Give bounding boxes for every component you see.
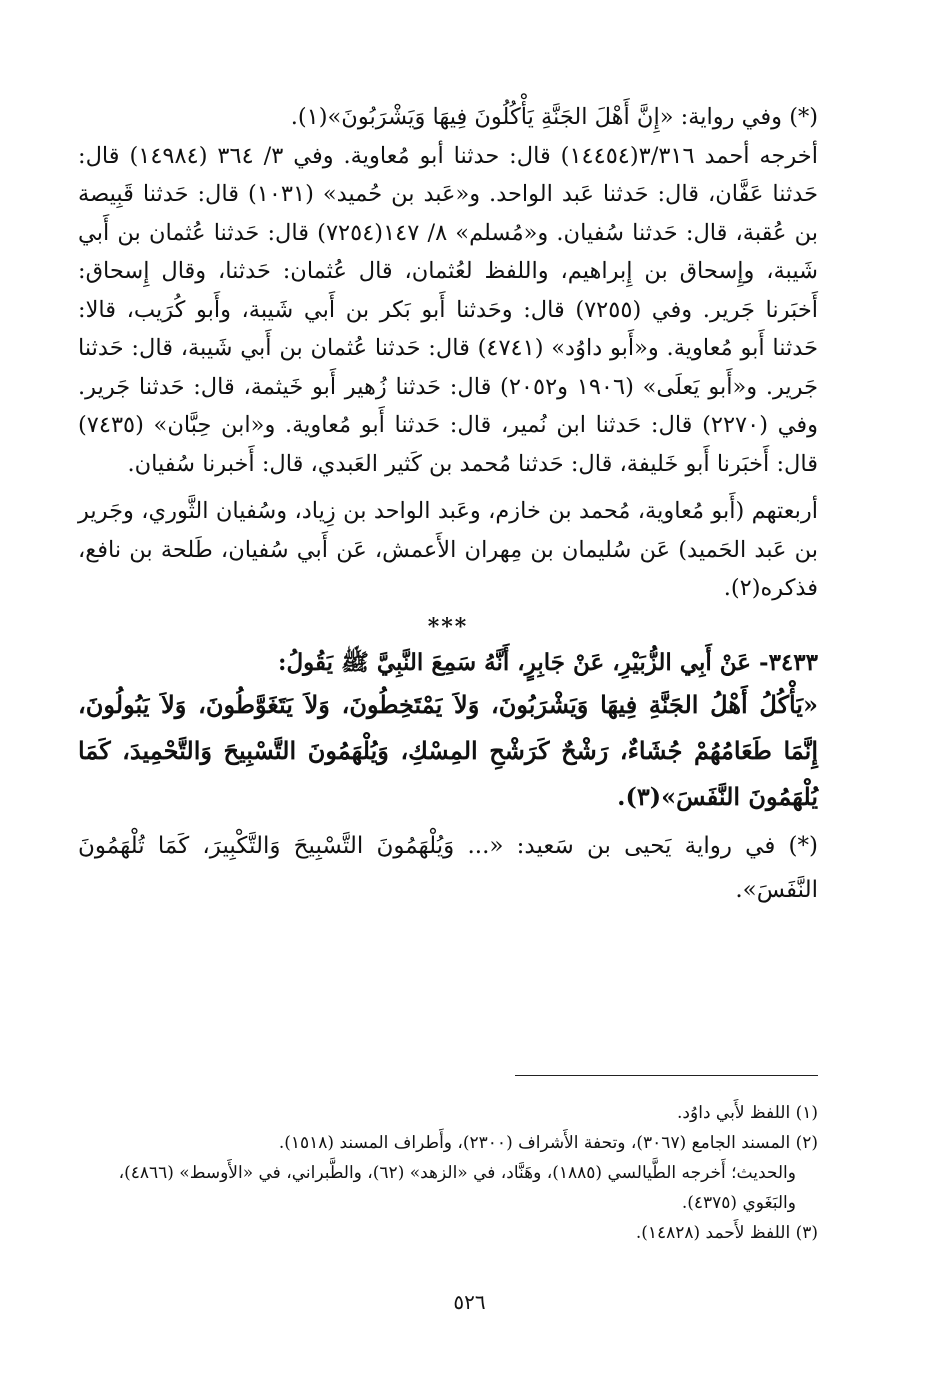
variant-yahya: (*) في رواية يَحيى بن سَعيد: «... وَيُلْهَمُونَ التَّسْبِيحَ وَالتَّكْبِيرَ، كَمَا تُلْهَمُونَ النَّفَسَ». xyxy=(78,832,818,903)
footnote-2: (٢) المسند الجامع (٣٠٦٧)، وتحفة الأَشراف (٢٣٠٠)، وأَطراف المسند (١٥١٨). xyxy=(278,1133,818,1153)
hadith-text: «يَأْكُلُ أَهْلُ الجَنَّةِ فِيهَا وَيَشْرَبُونَ، وَلاَ يَمْتَخِطُونَ، وَلاَ يَتَغَوَّطُونَ، وَلاَ يَبُولُونَ، إِنَّمَا طَعَامُهُمْ جُشَاءٌ، رَشْحٌ كَرَشْحِ المِسْكِ، وَيُلْهَمُونَ التَّسْبِيحَ وَالتَّحْمِيدَ، كَمَا يُلْهَمُونَ النَّفَسَ»(٣). xyxy=(78,689,818,811)
page-number: ٥٢٦ xyxy=(453,1290,486,1314)
takhrij-paragraph: أخرجه أحمد ٣/٣١٦(١٤٤٥٤) قال: حدثنا أبو مُعاوية. وفي ٣/ ٣٦٤ (١٤٩٨٤) قال: حَدثنا عَفَّان، قال: حَدثنا عَبد الواحد. و«عَبد بن حُميد» (١٠٣١) قال: حَدثنا قَبِيصة بن عُقبة، قال: حَدثنا سُفيان. و«مُسلم» ٨/ ١٤٧(٧٢٥٤) قال: حَدثنا عُثمان بن أَبي شَيبة، وإِسحاق بن إِبراهيم، واللفظ لعُثمان، قال عُثمان: حَدثنا، وقال إِسحاق: أَخبَرنا جَرير. وفي (٧٢٥٥) قال: وحَدثنا أَبو بَكر بن أَبي شَيبة، وأَبو كُرَيب، قالا: حَدثنا أَبو مُعاوية. و«أَبو داوُد» (٤٧٤١) قال: حَدثنا عُثمان بن أَبي شَيبة، قال: حَدثنا جَرير. و«أَبو يَعلَى» (١٩٠٦ و٢٠٥٢) قال: حَدثنا زُهير أَبو خَيثمة، قال: حَدثنا جَرير. وفي (٢٢٧٠) قال: حَدثنا ابن نُمير، قال: حَدثنا أَبو مُعاوية. و«ابن حِبَّان» (٧٤٣٥) قال: أَخبَرنا أَبو خَليفة، قال: حَدثنا مُحمد بن كَثير العَبدي، قال: أَخبرنا سُفيان. xyxy=(78,142,819,477)
page-body xyxy=(78,98,818,912)
variant-line: (*) وفي رواية: «إِنَّ أَهْلَ الجَنَّةِ يَأْكُلُونَ فِيهَا وَيَشْرَبُونَ»(١). xyxy=(290,104,818,130)
section-separator: *** xyxy=(427,613,469,640)
footnote-1: (١) اللفظ لأَبي داوُد. xyxy=(677,1103,818,1123)
footnote-2-continuation: والحديث؛ أَخرجه الطَّيالسي (١٨٨٥)، وهَنَّاد، في «الزهد» (٦٢)، والطَّبراني، في «الأَوسط» (٤٨٦٦)، والبَغَوي (٤٣٧٥). xyxy=(118,1163,796,1213)
footnotes xyxy=(78,1098,818,1248)
footnote-3: (٣) اللفظ لأَحمد (١٤٨٢٨). xyxy=(635,1223,818,1243)
hadith-heading: ٣٤٣٣- عَنْ أَبِي الزُّبَيْرِ، عَنْ جَابِرٍ، أَنَّهُ سَمِعَ النَّبِيَّ ﷺ يَقُولُ: xyxy=(277,648,818,676)
footnote-divider xyxy=(515,1075,818,1076)
narrators-paragraph: أربعتهم (أَبو مُعاوية، مُحمد بن خازم، وعَبد الواحد بن زِياد، وسُفيان الثَّوري، وجَرير بن عَبد الحَميد) عَن سُليمان بن مِهران الأَعمش، عَن أَبي سُفيان، طَلحة بن نافع، فذكره(٢). xyxy=(78,498,818,601)
